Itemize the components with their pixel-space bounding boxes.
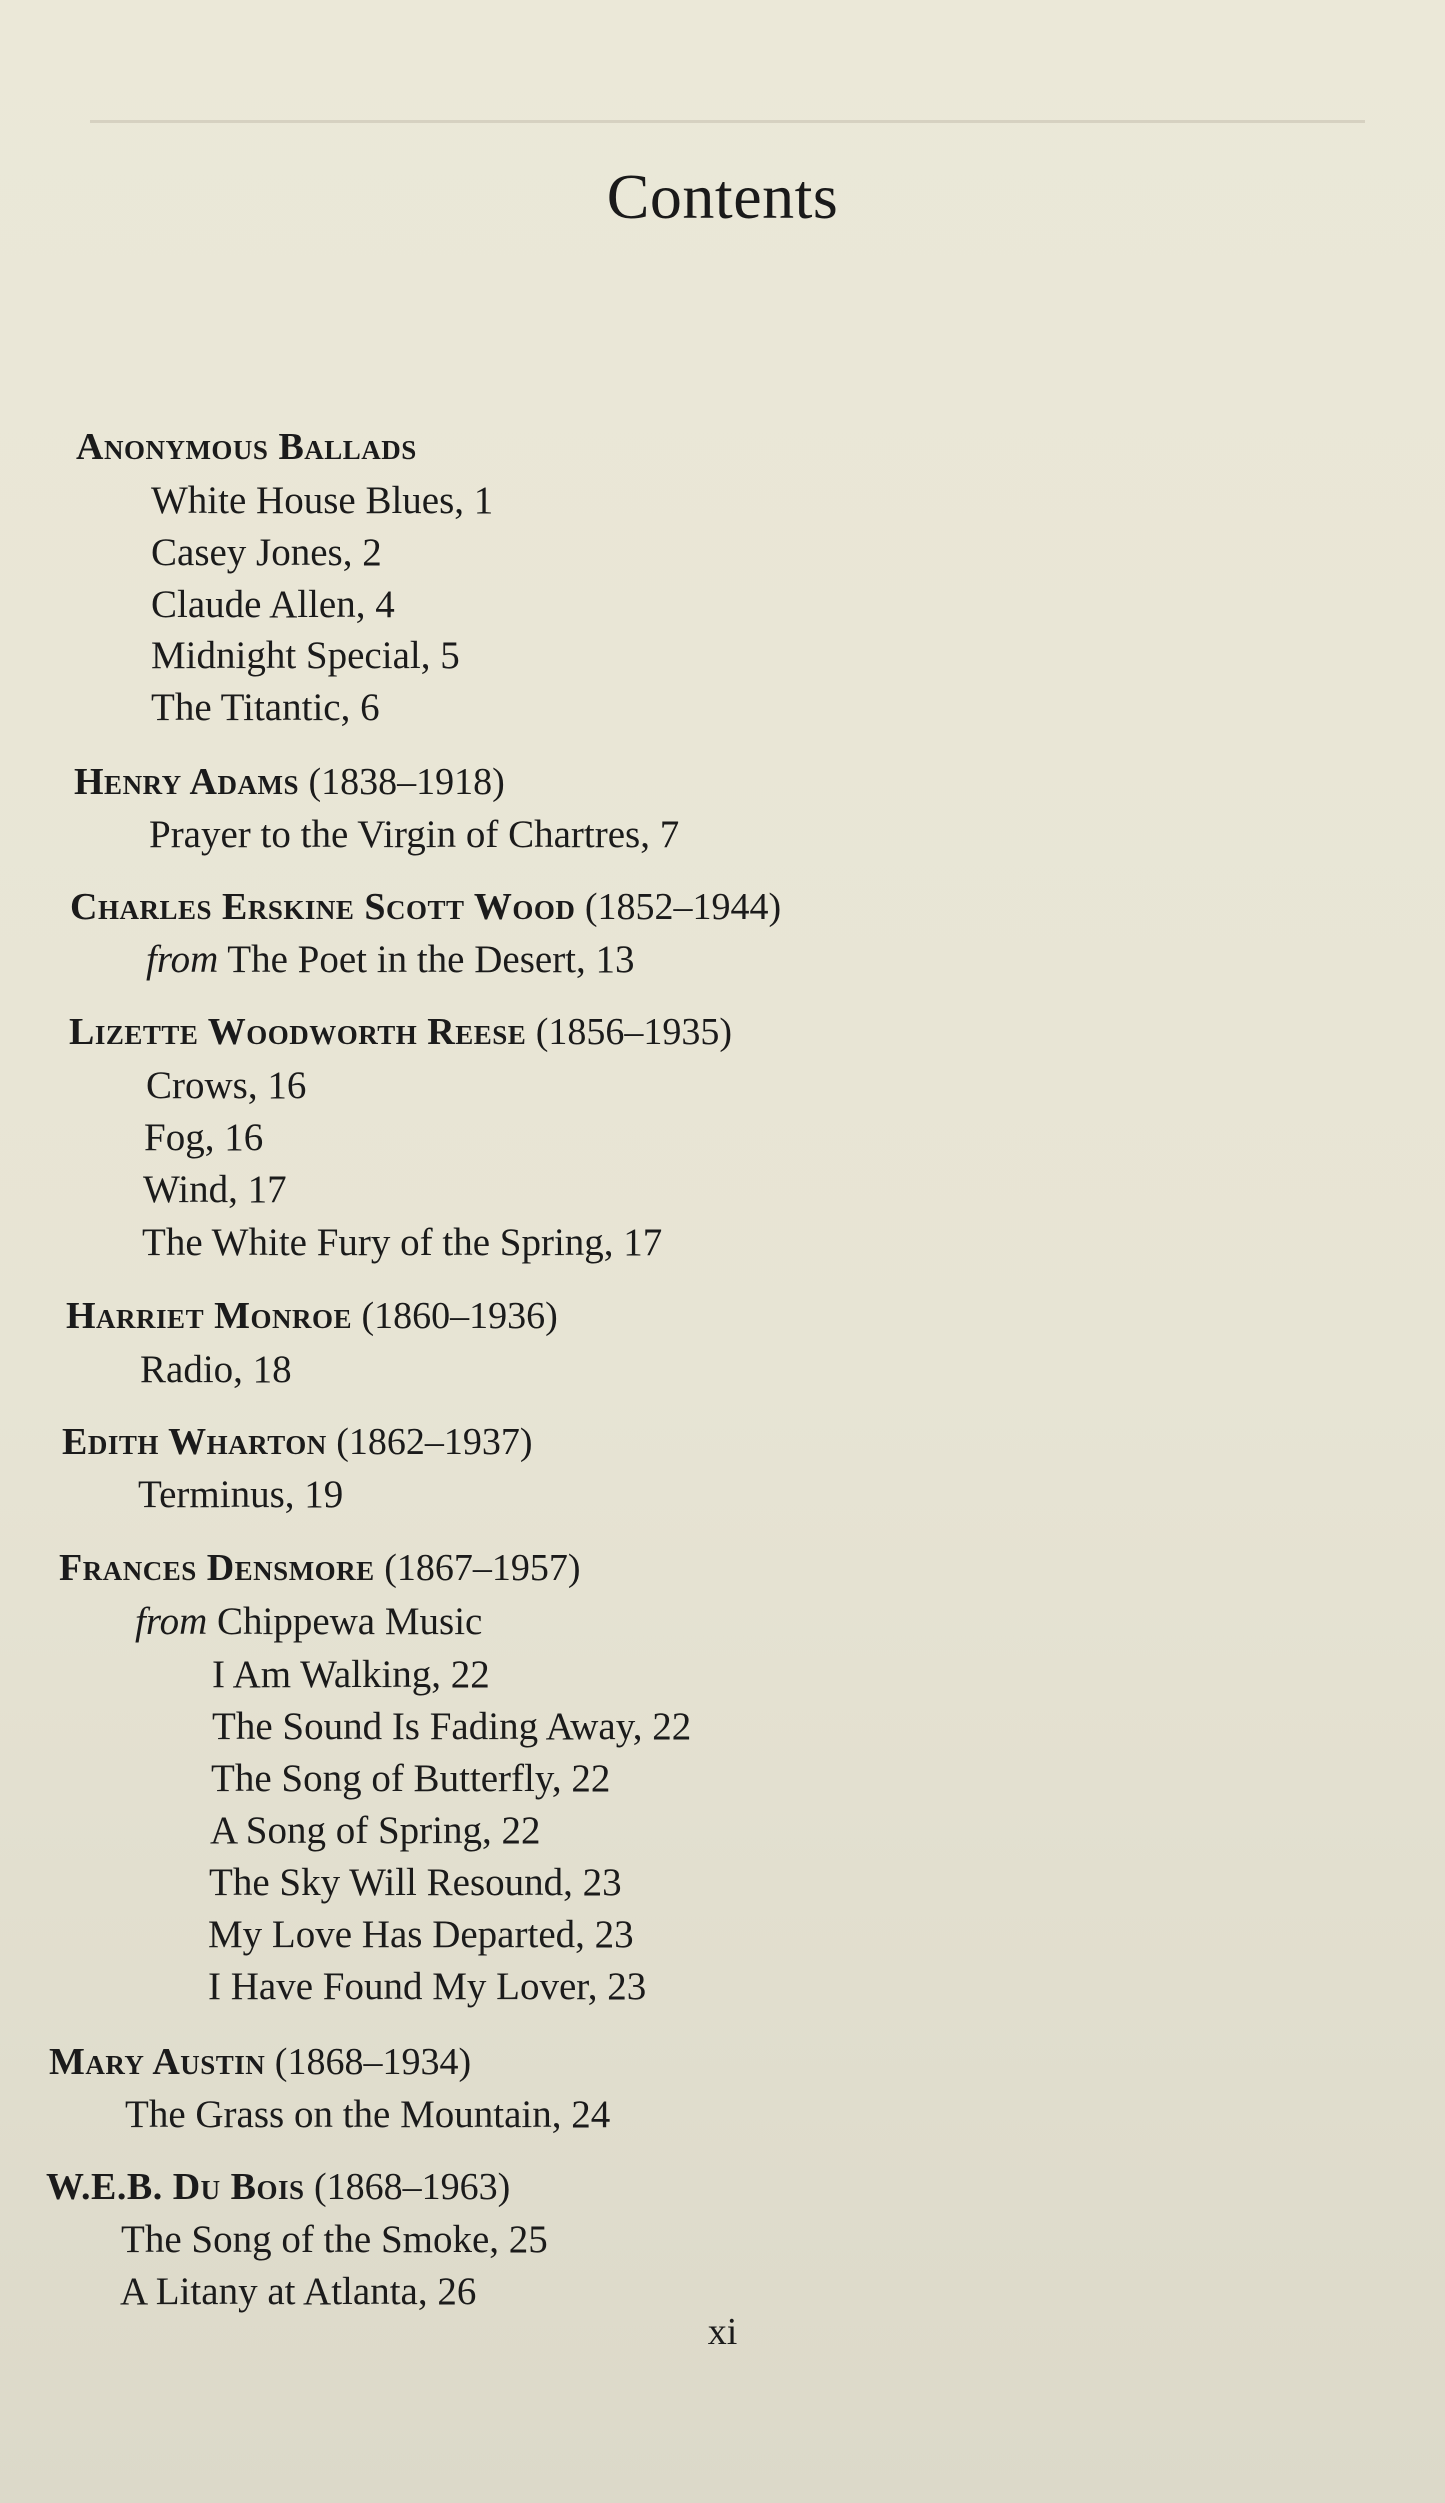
entry-text: Crows, 16 (146, 1064, 307, 1107)
sub-poem-entry (208, 1912, 634, 1957)
entry-text: White House Blues, 1 (151, 479, 494, 522)
author-name: Lizette Woodworth Reese (69, 1011, 527, 1053)
poem-entry (151, 582, 395, 627)
author-name: Charles Erskine Scott Wood (70, 886, 576, 928)
entry-text: The Sound Is Fading Away, 22 (212, 1705, 692, 1748)
author-heading (69, 1010, 732, 1054)
entry-text: The Song of Butterfly, 22 (211, 1757, 611, 1800)
entry-text: Radio, 18 (140, 1348, 292, 1391)
poem-entry (151, 478, 493, 523)
sub-poem-entry (209, 1860, 622, 1905)
entry-text: The Sky Will Resound, 23 (209, 1861, 622, 1904)
author-heading (74, 760, 505, 804)
poem-entry (146, 937, 635, 982)
entry-text: The Song of the Smoke, 25 (121, 2218, 548, 2261)
author-heading (49, 2040, 471, 2084)
entry-text: Prayer to the Virgin of Chartres, 7 (149, 813, 680, 856)
author-dates: (1868–1934) (265, 2041, 472, 2083)
author-name: Frances Densmore (59, 1547, 375, 1589)
entry-text: The Grass on the Mountain, 24 (125, 2093, 611, 2136)
poem-entry (121, 2217, 548, 2262)
entry-text: Chippewa Music (207, 1600, 483, 1643)
author-dates: (1860–1936) (351, 1295, 558, 1337)
author-name: Mary Austin (49, 2041, 266, 2083)
author-dates: (1856–1935) (526, 1011, 733, 1053)
poem-entry (135, 1599, 482, 1644)
author-dates: (1867–1957) (374, 1547, 581, 1589)
author-name: Henry Adams (74, 761, 299, 803)
sub-poem-entry (212, 1652, 490, 1697)
sub-poem-entry (212, 1704, 691, 1749)
author-heading (70, 885, 781, 929)
poem-entry (151, 685, 380, 730)
entry-text: The White Fury of the Spring, 17 (142, 1221, 663, 1264)
poem-entry (151, 530, 382, 575)
author-name: Edith Wharton (62, 1421, 327, 1463)
author-name: Harriet Monroe (66, 1295, 352, 1337)
poem-entry (146, 1063, 306, 1108)
entry-text: Fog, 16 (144, 1116, 264, 1159)
author-heading (62, 1420, 533, 1464)
poem-entry (142, 1220, 662, 1265)
author-dates: (1852–1944) (575, 886, 782, 928)
entry-text: A Song of Spring, 22 (210, 1809, 541, 1852)
entry-text: Casey Jones, 2 (151, 531, 382, 574)
poem-entry (143, 1167, 287, 1212)
entry-text: The Titantic, 6 (151, 686, 380, 729)
entry-text: The Poet in the Desert, 13 (218, 938, 635, 981)
entry-text: I Have Found My Lover, 23 (208, 1965, 647, 2008)
from-label: from (135, 1600, 208, 1643)
sub-poem-entry (211, 1756, 610, 1801)
author-heading (76, 425, 417, 469)
poem-entry (149, 812, 679, 857)
sub-poem-entry (210, 1808, 540, 1853)
poem-entry (140, 1347, 292, 1392)
page-number: xi (707, 2311, 738, 2353)
entry-text: My Love Has Departed, 23 (208, 1913, 634, 1956)
entry-text: A Litany at Atlanta, 26 (120, 2270, 477, 2313)
author-dates: (1868–1963) (304, 2166, 511, 2208)
poem-entry (151, 633, 460, 678)
page-title: Contents (606, 161, 839, 232)
sub-poem-entry (208, 1964, 646, 2009)
author-name: W.E.B. Du Bois (46, 2166, 305, 2208)
entry-text: Terminus, 19 (138, 1473, 344, 1516)
poem-entry (144, 1115, 263, 1160)
entry-text: Midnight Special, 5 (151, 634, 460, 677)
entry-text: Wind, 17 (143, 1168, 287, 1211)
author-heading (66, 1294, 558, 1338)
entry-text: Claude Allen, 4 (151, 583, 395, 626)
from-label: from (146, 938, 219, 981)
author-heading (59, 1546, 581, 1590)
author-heading (46, 2165, 510, 2209)
poem-entry (125, 2092, 610, 2137)
author-dates: (1838–1918) (298, 761, 505, 803)
author-name: Anonymous Ballads (76, 426, 417, 468)
author-dates: (1862–1937) (326, 1421, 533, 1463)
entry-text: I Am Walking, 22 (212, 1653, 490, 1696)
poem-entry (120, 2269, 476, 2314)
poem-entry (138, 1472, 343, 1517)
